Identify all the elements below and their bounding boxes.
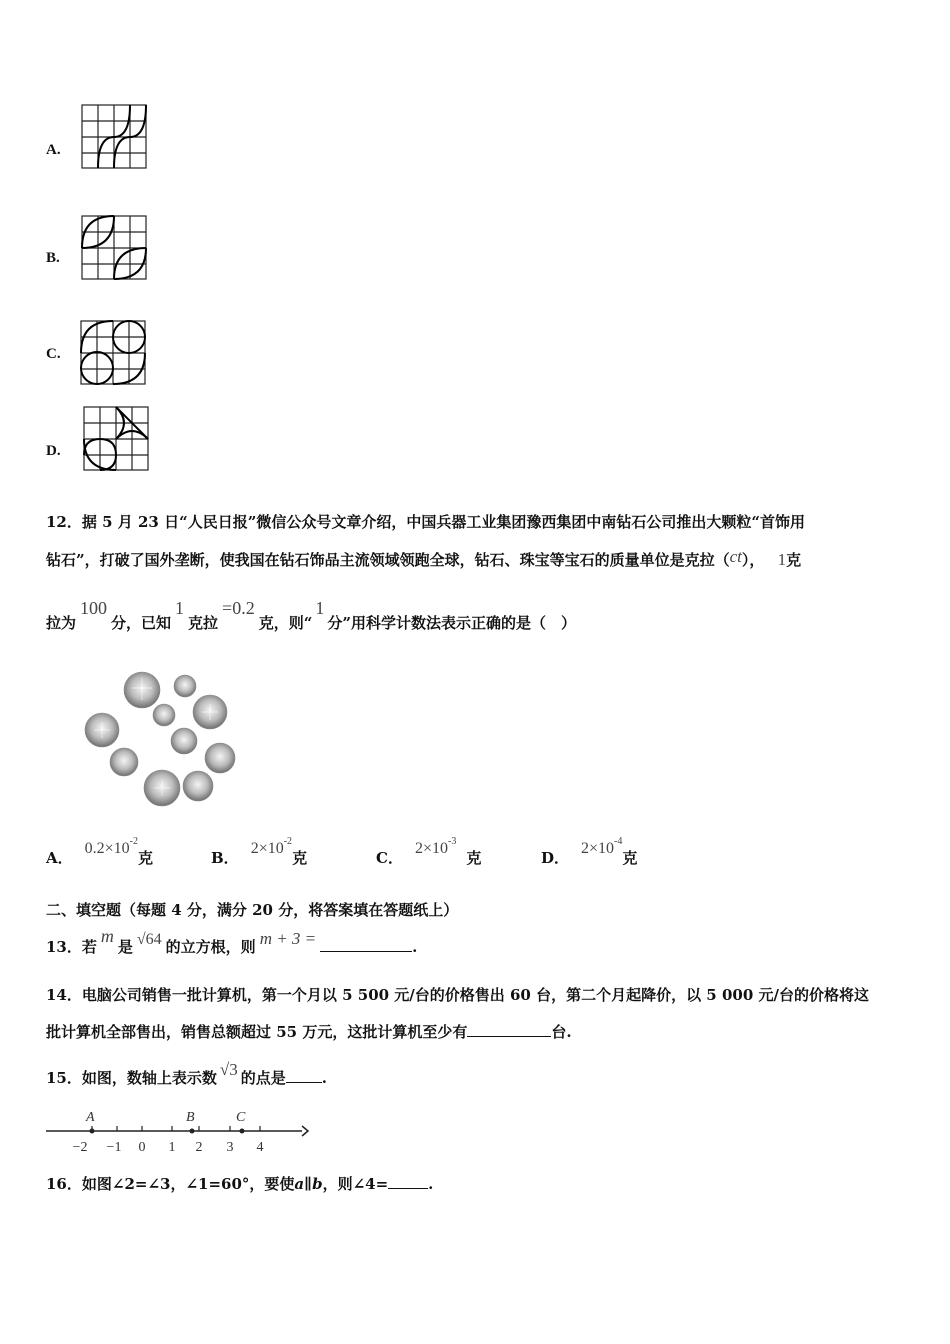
tick-label: 1 xyxy=(168,1140,176,1155)
choice-a-coef: 0.2 xyxy=(84,840,105,857)
value-100: 100 xyxy=(80,598,108,618)
choice-d-label: D． xyxy=(541,849,570,867)
choice-b-exp: -2 xyxy=(283,836,293,847)
q13-text-a: 13．若 xyxy=(46,938,97,956)
tick-label: −2 xyxy=(72,1140,88,1155)
choice-a-label: A． xyxy=(46,849,73,867)
q14-line2 xyxy=(46,1022,572,1042)
q14-text-b: 台. xyxy=(551,1023,572,1041)
diamonds-image xyxy=(80,668,240,808)
point-b-dot xyxy=(190,1129,195,1134)
q14-answer-blank[interactable] xyxy=(467,1036,551,1037)
option-b-label: B. xyxy=(46,250,60,266)
q15-sqrt-3: √3 xyxy=(219,1060,238,1079)
option-a-label: A. xyxy=(46,142,61,158)
tick-label: 3 xyxy=(226,1140,234,1155)
q16-text-a: 16．如图∠2=∠3，∠1=60°，要使 xyxy=(46,1175,295,1193)
q12-line2-text-c: 克 xyxy=(786,551,802,569)
q13-expr: m + 3 = xyxy=(259,929,317,948)
q14-text-a: 批计算机全部售出，销售总额超过 55 万元，这批计算机至少有 xyxy=(46,1023,468,1041)
point-a-label: A xyxy=(86,1110,95,1125)
q13 xyxy=(46,926,418,958)
q16-a-parallel-b: a∥b xyxy=(294,1175,323,1193)
q14-line1: 14．电脑公司销售一批计算机，第一个月以 5 500 元/台的价格售出 60 台，第二个月起降价，以 5 000 元/台的价格将这 xyxy=(46,986,869,1004)
q12-line2 xyxy=(46,547,802,570)
point-c-dot xyxy=(240,1129,245,1134)
choice-d[interactable] xyxy=(541,836,638,868)
q13-m: m xyxy=(100,926,114,946)
q12-line3-text-c: 克拉 xyxy=(188,614,219,632)
choice-d-unit: 克 xyxy=(622,849,638,867)
choice-b-unit: 克 xyxy=(292,849,308,867)
q13-answer-blank[interactable] xyxy=(320,951,412,952)
choice-c-exp: -3 xyxy=(447,836,457,847)
tick-label: 0 xyxy=(138,1140,146,1155)
number-line xyxy=(44,1106,310,1158)
option-c-figure xyxy=(79,319,147,385)
point-c-label: C xyxy=(236,1110,246,1125)
option-d-figure xyxy=(82,405,150,471)
q12-line3-text-b: 分，已知 xyxy=(111,614,172,632)
q12-line3-text-e: 分”用科学计数法表示正确的是（ ） xyxy=(327,614,576,632)
tick-label: −1 xyxy=(106,1140,122,1155)
point-a-dot xyxy=(90,1129,95,1134)
q12-line2-text-b: ）， xyxy=(741,551,765,569)
value-1-carat: 1 xyxy=(175,598,185,618)
q12-line2-text-a: 钻石”，打破了国外垄断，使我国在钻石饰品主流领域领跑全球，钻石、珠宝等宝石的质量单位是克拉（ xyxy=(46,551,730,569)
value-0-2: =0.2 xyxy=(222,598,255,618)
q15-answer-blank[interactable] xyxy=(286,1082,322,1083)
option-d-label: D. xyxy=(46,443,61,459)
choice-a-times: ×10 xyxy=(104,840,130,857)
choice-b-times: ×10 xyxy=(258,840,284,857)
q13-end: . xyxy=(412,938,418,956)
q12-line3 xyxy=(46,598,576,633)
section-heading: 二、填空题（每题 4 分，满分 20 分，将答案填在答题纸上） xyxy=(46,901,459,919)
choice-c-unit: 克 xyxy=(466,849,482,867)
q16 xyxy=(46,1174,433,1194)
q12-line3-text-a: 拉为 xyxy=(46,614,77,632)
choice-d-times: ×10 xyxy=(589,840,615,857)
value-1-fen: 1 xyxy=(315,598,325,618)
choice-a-unit: 克 xyxy=(138,849,154,867)
choice-d-exp: -4 xyxy=(614,836,623,847)
choice-b[interactable] xyxy=(211,836,308,868)
option-a-figure xyxy=(80,103,148,169)
ct-symbol: ct xyxy=(729,547,742,566)
q16-end: . xyxy=(428,1175,434,1193)
q16-answer-blank[interactable] xyxy=(388,1188,428,1189)
q13-text-b: 是 xyxy=(117,938,133,956)
choice-c[interactable] xyxy=(376,836,482,868)
option-c-label: C. xyxy=(46,346,61,362)
choice-a[interactable] xyxy=(46,836,154,868)
tick-label: 4 xyxy=(256,1140,264,1155)
q15 xyxy=(46,1060,327,1088)
choice-d-coef: 2 xyxy=(581,840,590,857)
one-value: 1 xyxy=(777,550,787,569)
q16-text-b: ，则∠4= xyxy=(322,1175,389,1193)
q12-line1: 12．据 5 月 23 日“人民日报”微信公众号文章介绍，中国兵器工业集团豫西集团中南钻石公司推出大颗粒“首饰用 xyxy=(46,513,805,531)
q15-text-a: 15．如图，数轴上表示数 xyxy=(46,1069,217,1087)
q15-end: . xyxy=(321,1069,327,1087)
q12-line3-text-d: 克，则“ xyxy=(258,614,313,632)
tick-label: 2 xyxy=(195,1140,203,1155)
choice-a-exp: -2 xyxy=(129,836,139,847)
q15-text-b: 的点是 xyxy=(240,1069,286,1087)
choice-b-label: B． xyxy=(211,849,239,867)
q13-sqrt-64: √64 xyxy=(136,931,162,948)
choice-c-times: ×10 xyxy=(422,840,448,857)
option-b-figure xyxy=(80,214,148,280)
q13-text-c: 的立方根，则 xyxy=(165,938,256,956)
choice-b-coef: 2 xyxy=(250,840,259,857)
choice-c-coef: 2 xyxy=(414,840,423,857)
point-b-label: B xyxy=(186,1110,195,1125)
choice-c-label: C． xyxy=(376,849,403,867)
